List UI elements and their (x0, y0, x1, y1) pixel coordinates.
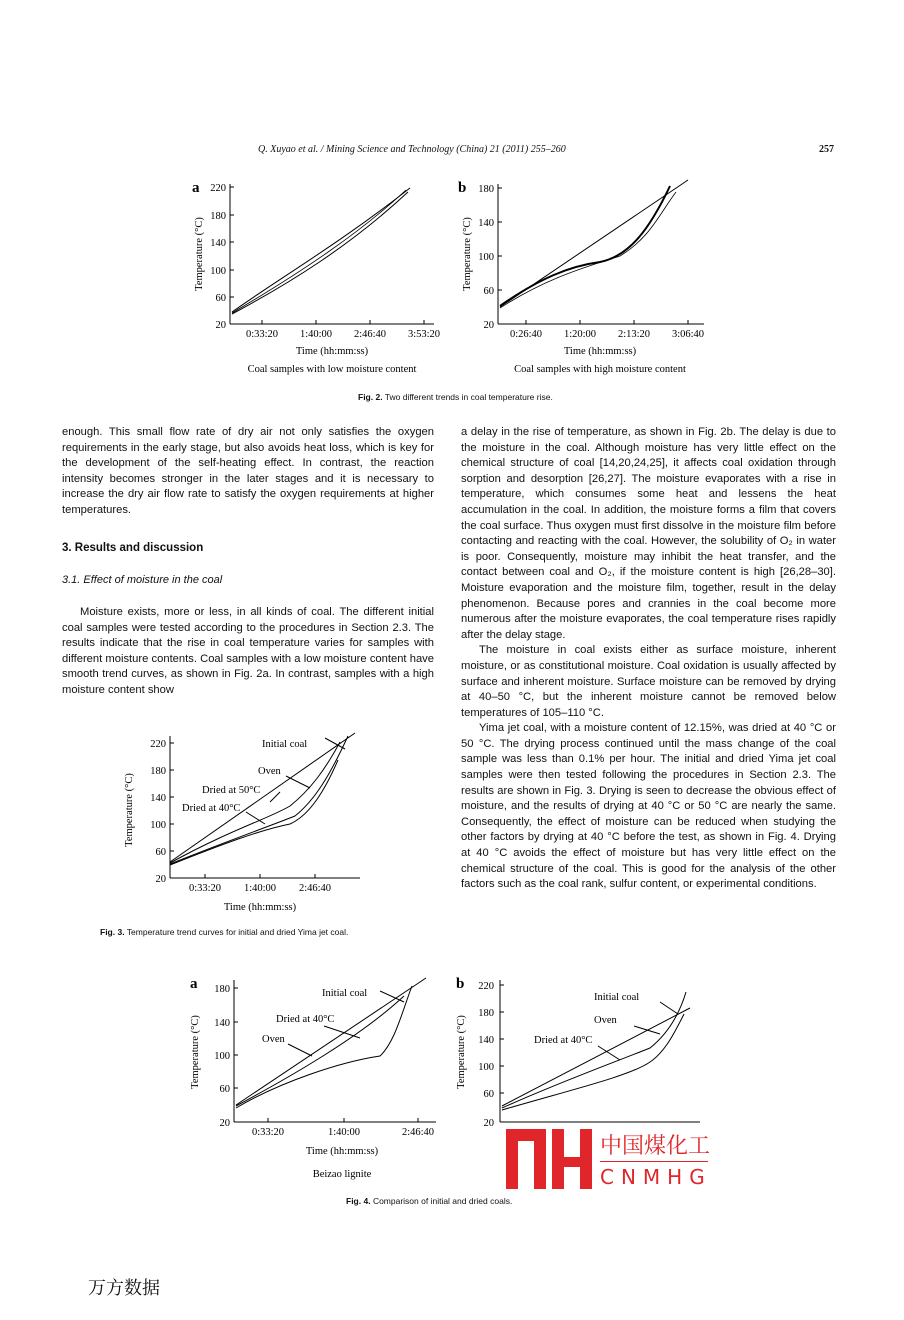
fig2b-subtitle: Coal samples with high moisture content (514, 364, 686, 375)
label-dried-40: Dried at 40°C (182, 803, 241, 814)
fig2b-curves (500, 180, 688, 308)
fig2a-yticks (210, 183, 226, 331)
fig4a-xlabel: Time (hh:mm:ss) (305, 1146, 379, 1157)
fig2a-ylabel: Temperature (°C) (194, 217, 205, 291)
label-dried-50: Dried at 50°C (202, 785, 261, 796)
svg-text:180: 180 (150, 766, 166, 777)
svg-text:3:06:40: 3:06:40 (671, 329, 705, 340)
fig3-yticks (150, 739, 166, 885)
fig2b-ylabel: Temperature (°C) (462, 217, 473, 291)
svg-text:220: 220 (478, 981, 494, 992)
left-column-top (62, 425, 434, 519)
svg-text:140: 140 (214, 1018, 230, 1029)
fig4a-yticks (214, 984, 230, 1129)
right-column (461, 425, 836, 893)
fig2b-axes (498, 184, 704, 324)
fig3-labels (182, 739, 307, 814)
fig2a-axes (230, 184, 434, 324)
svg-text:100: 100 (214, 1051, 230, 1062)
fig2b-yticks (478, 184, 494, 331)
svg-text:2:46:40: 2:46:40 (401, 1127, 435, 1138)
svg-text:20: 20 (483, 1118, 494, 1129)
svg-text:Initial coal: Initial coal (322, 988, 368, 999)
fig3-ylabel: Temperature (°C) (124, 773, 135, 847)
fig4a-axes (234, 980, 436, 1122)
label-oven: Oven (258, 766, 281, 777)
svg-text:100: 100 (150, 820, 166, 831)
svg-text:Dried at 40°C: Dried at 40°C (276, 1014, 335, 1025)
figure-3 (120, 730, 390, 920)
panel-letter-b: b (458, 180, 467, 196)
svg-text:60: 60 (483, 286, 494, 297)
fig4a-subtitle: Beizao lignite (312, 1169, 372, 1180)
fig2a-xlabel: Time (hh:mm:ss) (295, 346, 369, 357)
label-initial-coal: Initial coal (262, 739, 308, 750)
svg-text:220: 220 (150, 739, 166, 750)
section-heading: 3. Results and discussion (62, 542, 204, 554)
svg-text:0:33:20: 0:33:20 (245, 329, 279, 340)
svg-text:1:40:00: 1:40:00 (299, 329, 333, 340)
svg-text:180: 180 (478, 184, 494, 195)
fig3-xticks (189, 883, 331, 894)
fig3-caption: Fig. 3. Temperature trend curves for initial and dried Yima jet coal. (100, 927, 349, 937)
fig4-panel-letter-b: b (456, 976, 465, 992)
svg-text:100: 100 (478, 1062, 494, 1073)
svg-text:20: 20 (215, 320, 226, 331)
footer-watermark: 万方数据 (88, 1278, 160, 1299)
svg-text:1:40:00: 1:40:00 (327, 1127, 361, 1138)
fig4b-ylabel: Temperature (°C) (456, 1015, 467, 1089)
svg-text:180: 180 (214, 984, 230, 995)
svg-text:0:33:20: 0:33:20 (188, 883, 222, 894)
fig3-xlabel: Time (hh:mm:ss) (223, 902, 297, 913)
svg-text:20: 20 (155, 874, 166, 885)
page-number: 257 (819, 144, 834, 155)
svg-text:180: 180 (210, 211, 226, 222)
left-para-2: Moisture exists, more or less, in all kinds of coal. The different initial coal samples were tested according to the procedures in Section 2.3. The results indicate that the rise in coal temperature varies for samples with different moisture contents. Coal samples with a low moisture content have smooth trend curves, as shown in Fig. 2a. In contrast, samples with a high moisture content show (62, 606, 434, 696)
fig2-caption: Fig. 2. Two different trends in coal temperature rise. (358, 392, 553, 402)
right-para-3: Yima jet coal, with a moisture content of 12.15%, was dried at 40 °C or 50 °C. The drying process continued until the mass change of the coal sample was less than 0.1% per hour. The initial and dried Yima jet coal samples were then tested following the procedures in Section 2.3. The results are shown in Fig. 3. Drying is seen to decrease the obvious effect of moisture, and the results of drying at 40 °C or 50 °C are nearly the same. Consequently, the effect of moisture can be reduced when studying the other factors by drying at 40 °C before the test, as shown in Fig. 4. Drying at 40 °C avoids the effect of moisture but has very little effect on the chemical structure of the coal. This is good for the analysis of the other factors such as the coal rank, sulfur content, or experimental conditions. (461, 722, 836, 891)
figure-2 (180, 178, 740, 378)
left-column-para2 (62, 605, 434, 699)
svg-text:140: 140 (478, 1035, 494, 1046)
svg-text:0:26:40: 0:26:40 (509, 329, 543, 340)
subsection-heading: 3.1. Effect of moisture in the coal (62, 574, 223, 586)
svg-text:220: 220 (210, 183, 226, 194)
fig4b-labels (534, 992, 639, 1046)
svg-text:2:13:20: 2:13:20 (617, 329, 651, 340)
svg-text:2:46:40: 2:46:40 (353, 329, 387, 340)
logo-mark (504, 1127, 594, 1191)
fig2a-curves (232, 188, 410, 314)
panel-letter-a: a (192, 180, 200, 196)
svg-text:Dried at 40°C: Dried at 40°C (534, 1035, 593, 1046)
watermark-logo (504, 1127, 714, 1191)
fig2b-xlabel: Time (hh:mm:ss) (563, 346, 637, 357)
fig4a-labels (262, 988, 367, 1045)
svg-text:100: 100 (210, 266, 226, 277)
fig4-caption: Fig. 4. Comparison of initial and dried coals. (346, 1196, 513, 1206)
logo-cn-text: 中国煤化工 (600, 1134, 711, 1159)
svg-text:100: 100 (478, 252, 494, 263)
svg-text:20: 20 (219, 1118, 230, 1129)
svg-text:140: 140 (210, 238, 226, 249)
fig2a-subtitle: Coal samples with low moisture content (247, 364, 417, 375)
svg-text:60: 60 (219, 1084, 230, 1095)
svg-text:60: 60 (483, 1089, 494, 1100)
fig3-curves (170, 733, 355, 865)
fig2a-xticks (246, 329, 440, 340)
svg-text:140: 140 (478, 218, 494, 229)
right-para-2: The moisture in coal exists either as surface moisture, inherent moisture, or as constitutional moisture. Coal oxidation is usually affected by surface and inherent moisture. Surface moisture can be removed by drying at 40–50 °C, but the inherent moisture cannot be removed below temperatures of 105–110 °C. (461, 644, 836, 719)
fig2b-xticks (510, 329, 704, 340)
svg-text:Oven: Oven (594, 1015, 617, 1026)
fig4a-xticks (252, 1127, 434, 1138)
svg-text:1:20:00: 1:20:00 (563, 329, 597, 340)
svg-text:180: 180 (478, 1008, 494, 1019)
svg-text:60: 60 (155, 847, 166, 858)
svg-text:Oven: Oven (262, 1034, 285, 1045)
svg-text:2:46:40: 2:46:40 (298, 883, 332, 894)
fig4a-ylabel: Temperature (°C) (190, 1015, 201, 1089)
svg-text:1:40:00: 1:40:00 (243, 883, 277, 894)
logo-en-text: CNMHG (600, 1165, 712, 1189)
fig4-panel-letter-a: a (190, 976, 198, 992)
right-para-1: a delay in the rise of temperature, as shown in Fig. 2b. The delay is due to the moisture in the coal. Although moisture has very little effect on the chemical structure of coal [14,20,24,25], it affects coal oxidation through sorption and desorption [26,27]. The moisture evaporates with a rise in temperature, which consumes some heat and lessens the heat accumulation in the coal. In addition, the moisture forms a film that covers the coal surface. Thus oxygen must first dissolve in the moisture film before contacting and reacting with the coal. However, the solubility of O₂ in water is poor. Consequently, moisture may inhibit the heat transfer, and the contact between coal and O₂, if the moisture content is high [26,28–30]. Moisture evaporation and the moisture film, together, result in the delay phenomenon. Because pores and crannies in the coal become more numerous after the moisture evaporates, the coal temperature rises rapidly after the delay stage. (461, 426, 836, 641)
svg-text:3:53:20: 3:53:20 (407, 329, 441, 340)
svg-text:Initial coal: Initial coal (594, 992, 640, 1003)
running-head: Q. Xuyao et al. / Mining Science and Technology (China) 21 (2011) 255–260 (258, 144, 566, 155)
fig4b-yticks (478, 981, 494, 1129)
fig4b-curves (502, 992, 690, 1110)
svg-text:0:33:20: 0:33:20 (251, 1127, 285, 1138)
svg-text:140: 140 (150, 793, 166, 804)
left-para-1: enough. This small flow rate of dry air not only satisfies the oxygen requirements in the early stage, but also avoids heat loss, which is key for the development of the self-heating effect. In contrast, the reaction intensity becomes stronger in the later stages and it is necessary to increase the dry air flow rate to satisfy the oxygen requirements at higher temperatures. (62, 426, 434, 516)
svg-text:20: 20 (483, 320, 494, 331)
svg-text:60: 60 (215, 293, 226, 304)
